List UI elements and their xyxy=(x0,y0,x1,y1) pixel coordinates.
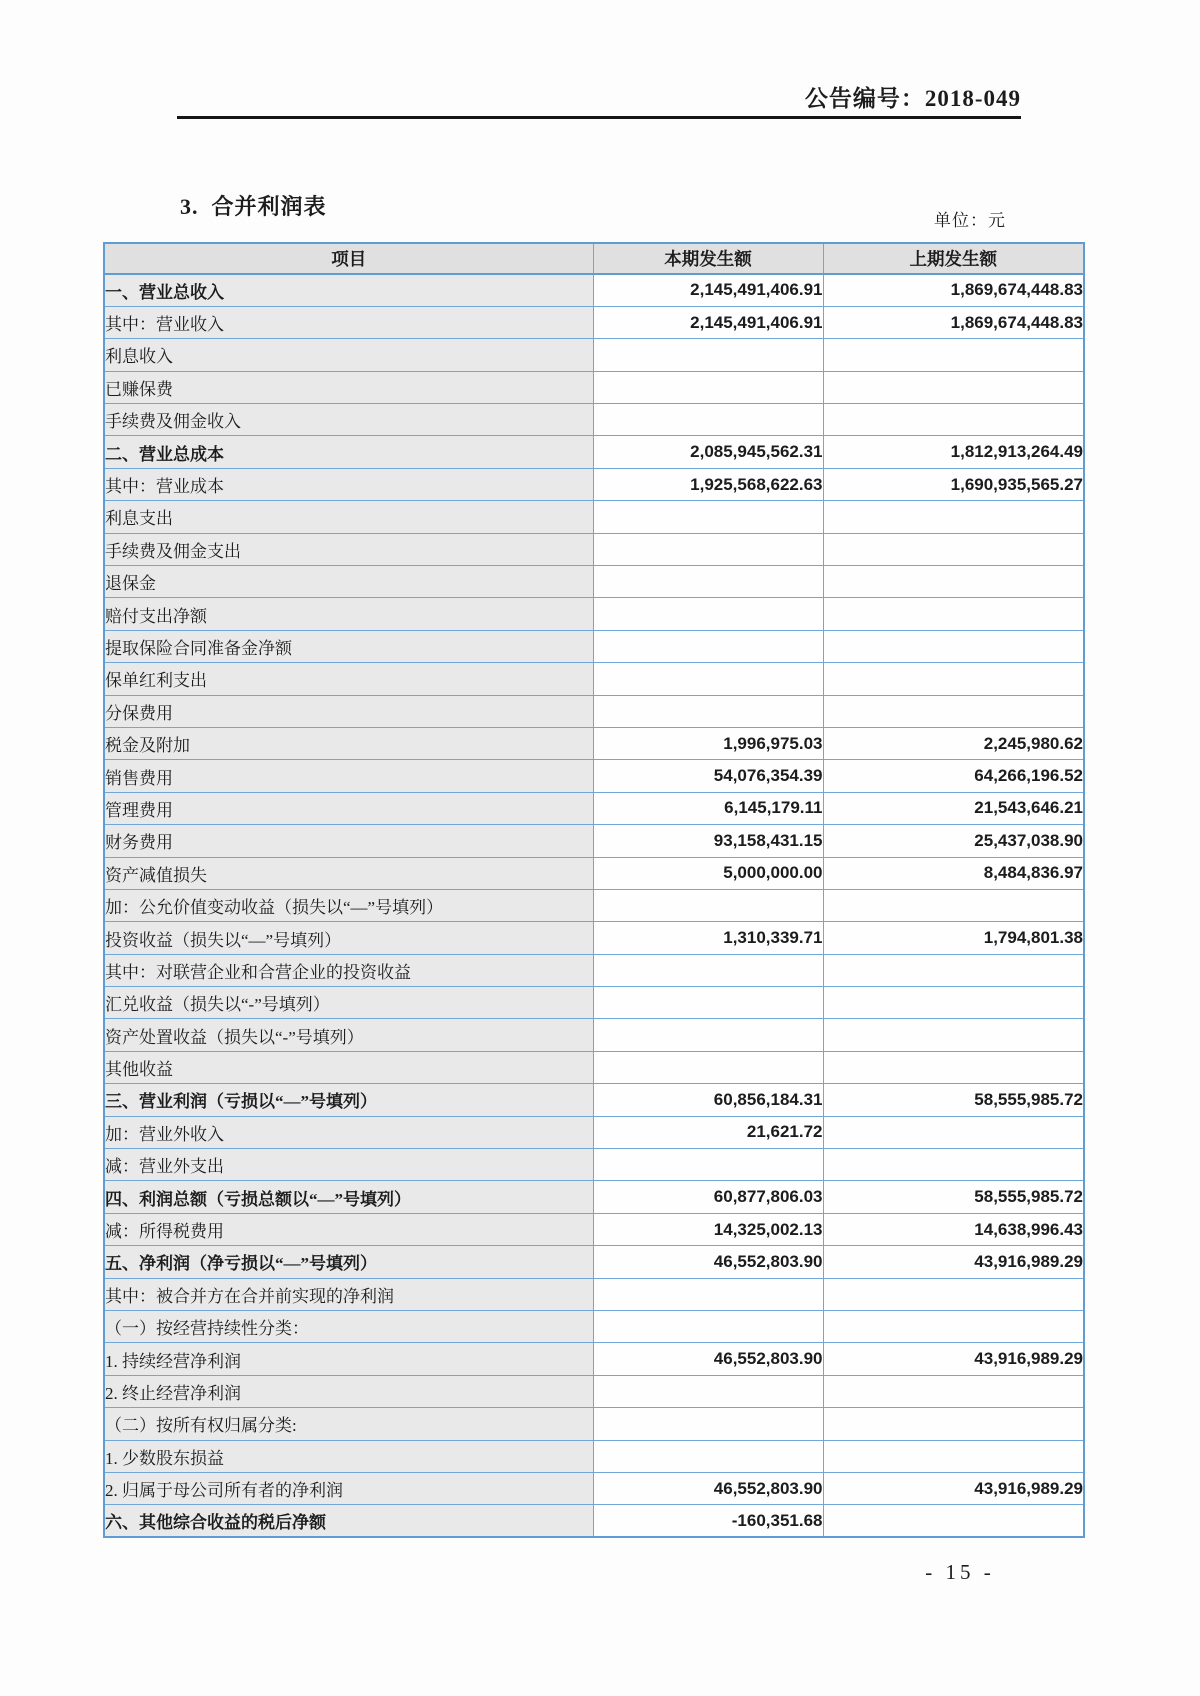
current-period-value-cell: 60,856,184.31 xyxy=(593,1084,823,1116)
prior-period-value-cell xyxy=(823,566,1084,598)
item-label-cell: 三、营业利润（亏损以“—”号填列） xyxy=(104,1084,593,1116)
prior-period-value-cell xyxy=(823,1311,1084,1343)
prior-period-value-cell xyxy=(823,371,1084,403)
item-label-cell: 1. 持续经营净利润 xyxy=(104,1343,593,1375)
current-period-value-cell xyxy=(593,404,823,436)
current-period-value-cell xyxy=(593,1311,823,1343)
table-row xyxy=(104,630,1084,662)
table-row xyxy=(104,306,1084,338)
column-header-prior-period: 上期发生额 xyxy=(823,243,1084,274)
current-period-value-cell xyxy=(593,1408,823,1440)
prior-period-value-cell xyxy=(823,1149,1084,1181)
prior-period-value-cell: 1,690,935,565.27 xyxy=(823,468,1084,500)
prior-period-value-cell xyxy=(823,533,1084,565)
current-period-value-cell: 5,000,000.00 xyxy=(593,857,823,889)
table-row xyxy=(104,889,1084,921)
prior-period-value-cell: 1,812,913,264.49 xyxy=(823,436,1084,468)
item-label-cell: 赔付支出净额 xyxy=(104,598,593,630)
prior-period-value-cell: 43,916,989.29 xyxy=(823,1246,1084,1278)
prior-period-value-cell xyxy=(823,630,1084,662)
table-body xyxy=(104,274,1084,1537)
current-period-value-cell xyxy=(593,695,823,727)
current-period-value-cell: 1,310,339.71 xyxy=(593,922,823,954)
current-period-value-cell: 54,076,354.39 xyxy=(593,760,823,792)
prior-period-value-cell xyxy=(823,1408,1084,1440)
item-label-cell: 提取保险合同准备金净额 xyxy=(104,630,593,662)
item-label-cell: 五、净利润（净亏损以“—”号填列） xyxy=(104,1246,593,1278)
table-row xyxy=(104,501,1084,533)
table-row xyxy=(104,1375,1084,1407)
current-period-value-cell xyxy=(593,1375,823,1407)
item-label-cell: 已赚保费 xyxy=(104,371,593,403)
item-label-cell: 手续费及佣金收入 xyxy=(104,404,593,436)
item-label-cell: 分保费用 xyxy=(104,695,593,727)
prior-period-value-cell xyxy=(823,404,1084,436)
item-label-cell: 手续费及佣金支出 xyxy=(104,533,593,565)
current-period-value-cell: 14,325,002.13 xyxy=(593,1213,823,1245)
table-row xyxy=(104,695,1084,727)
table-row xyxy=(104,792,1084,824)
prior-period-value-cell xyxy=(823,1278,1084,1310)
prior-period-value-cell xyxy=(823,598,1084,630)
table-header-row xyxy=(104,243,1084,274)
table-row xyxy=(104,1181,1084,1213)
prior-period-value-cell xyxy=(823,954,1084,986)
item-label-cell: 加：营业外收入 xyxy=(104,1116,593,1148)
current-period-value-cell: 2,085,945,562.31 xyxy=(593,436,823,468)
table-row xyxy=(104,1311,1084,1343)
item-label-cell: 减：所得税费用 xyxy=(104,1213,593,1245)
table-row xyxy=(104,1408,1084,1440)
item-label-cell: 退保金 xyxy=(104,566,593,598)
item-label-cell: 一、营业总收入 xyxy=(104,274,593,306)
table-row xyxy=(104,922,1084,954)
prior-period-value-cell xyxy=(823,695,1084,727)
prior-period-value-cell xyxy=(823,1440,1084,1472)
current-period-value-cell xyxy=(593,987,823,1019)
table-row xyxy=(104,1084,1084,1116)
table-row xyxy=(104,1246,1084,1278)
prior-period-value-cell xyxy=(823,1505,1084,1537)
prior-period-value-cell: 2,245,980.62 xyxy=(823,727,1084,759)
prior-period-value-cell: 58,555,985.72 xyxy=(823,1084,1084,1116)
prior-period-value-cell xyxy=(823,1375,1084,1407)
table-row xyxy=(104,339,1084,371)
current-period-value-cell: 93,158,431.15 xyxy=(593,825,823,857)
prior-period-value-cell: 58,555,985.72 xyxy=(823,1181,1084,1213)
page-number: - 15 - xyxy=(925,1560,995,1584)
current-period-value-cell xyxy=(593,339,823,371)
table-row xyxy=(104,1019,1084,1051)
table-row xyxy=(104,1278,1084,1310)
item-label-cell: 财务费用 xyxy=(104,825,593,857)
current-period-value-cell: 1,996,975.03 xyxy=(593,727,823,759)
item-label-cell: 2. 归属于母公司所有者的净利润 xyxy=(104,1472,593,1504)
current-period-value-cell: 60,877,806.03 xyxy=(593,1181,823,1213)
prior-period-value-cell: 1,869,674,448.83 xyxy=(823,274,1084,306)
current-period-value-cell: 2,145,491,406.91 xyxy=(593,274,823,306)
prior-period-value-cell xyxy=(823,339,1084,371)
prior-period-value-cell xyxy=(823,889,1084,921)
prior-period-value-cell xyxy=(823,1116,1084,1148)
item-label-cell: 四、利润总额（亏损总额以“—”号填列） xyxy=(104,1181,593,1213)
item-label-cell: 其中：营业收入 xyxy=(104,306,593,338)
item-label-cell: 其中：营业成本 xyxy=(104,468,593,500)
prior-period-value-cell xyxy=(823,1019,1084,1051)
prior-period-value-cell: 64,266,196.52 xyxy=(823,760,1084,792)
prior-period-value-cell: 21,543,646.21 xyxy=(823,792,1084,824)
table-row xyxy=(104,1149,1084,1181)
item-label-cell: 资产处置收益（损失以“-”号填列） xyxy=(104,1019,593,1051)
prior-period-value-cell: 1,794,801.38 xyxy=(823,922,1084,954)
item-label-cell: 加：公允价值变动收益（损失以“—”号填列） xyxy=(104,889,593,921)
item-label-cell: 利息支出 xyxy=(104,501,593,533)
table-row xyxy=(104,760,1084,792)
item-label-cell: 资产减值损失 xyxy=(104,857,593,889)
column-header-current-period: 本期发生额 xyxy=(593,243,823,274)
table-row xyxy=(104,274,1084,306)
item-label-cell: 二、营业总成本 xyxy=(104,436,593,468)
table-row xyxy=(104,727,1084,759)
current-period-value-cell xyxy=(593,598,823,630)
current-period-value-cell: 6,145,179.11 xyxy=(593,792,823,824)
current-period-value-cell xyxy=(593,663,823,695)
table-row xyxy=(104,1213,1084,1245)
current-period-value-cell xyxy=(593,533,823,565)
table-row xyxy=(104,1440,1084,1472)
current-period-value-cell xyxy=(593,954,823,986)
current-period-value-cell xyxy=(593,1051,823,1083)
item-label-cell: 投资收益（损失以“—”号填列） xyxy=(104,922,593,954)
prior-period-value-cell: 43,916,989.29 xyxy=(823,1472,1084,1504)
current-period-value-cell xyxy=(593,501,823,533)
item-label-cell: 六、其他综合收益的税后净额 xyxy=(104,1505,593,1537)
section-title: 3. 合并利润表 xyxy=(180,194,327,219)
column-header-item: 项目 xyxy=(104,243,593,274)
table-row xyxy=(104,825,1084,857)
current-period-value-cell xyxy=(593,889,823,921)
item-label-cell: 其中：对联营企业和合营企业的投资收益 xyxy=(104,954,593,986)
table-row xyxy=(104,1051,1084,1083)
unit-label: 单位：元 xyxy=(934,211,1006,230)
prior-period-value-cell: 1,869,674,448.83 xyxy=(823,306,1084,338)
item-label-cell: （一）按经营持续性分类： xyxy=(104,1311,593,1343)
current-period-value-cell xyxy=(593,1440,823,1472)
current-period-value-cell xyxy=(593,1149,823,1181)
prior-period-value-cell: 43,916,989.29 xyxy=(823,1343,1084,1375)
current-period-value-cell xyxy=(593,371,823,403)
current-period-value-cell xyxy=(593,1019,823,1051)
item-label-cell: 1. 少数股东损益 xyxy=(104,1440,593,1472)
item-label-cell: 减：营业外支出 xyxy=(104,1149,593,1181)
current-period-value-cell: 2,145,491,406.91 xyxy=(593,306,823,338)
item-label-cell: 销售费用 xyxy=(104,760,593,792)
current-period-value-cell xyxy=(593,630,823,662)
item-label-cell: （二）按所有权归属分类: xyxy=(104,1408,593,1440)
prior-period-value-cell xyxy=(823,501,1084,533)
item-label-cell: 管理费用 xyxy=(104,792,593,824)
table-row xyxy=(104,598,1084,630)
prior-period-value-cell: 14,638,996.43 xyxy=(823,1213,1084,1245)
table-row xyxy=(104,566,1084,598)
current-period-value-cell: 46,552,803.90 xyxy=(593,1343,823,1375)
table-row xyxy=(104,1505,1084,1537)
table-row xyxy=(104,371,1084,403)
prior-period-value-cell xyxy=(823,663,1084,695)
item-label-cell: 其他收益 xyxy=(104,1051,593,1083)
prior-period-value-cell: 25,437,038.90 xyxy=(823,825,1084,857)
item-label-cell: 2. 终止经营净利润 xyxy=(104,1375,593,1407)
item-label-cell: 汇兑收益（损失以“-”号填列） xyxy=(104,987,593,1019)
table-row xyxy=(104,1472,1084,1504)
table-row xyxy=(104,533,1084,565)
table-row xyxy=(104,857,1084,889)
current-period-value-cell: 46,552,803.90 xyxy=(593,1472,823,1504)
table-row xyxy=(104,987,1084,1019)
income-statement-table xyxy=(103,242,1085,1538)
item-label-cell: 其中：被合并方在合并前实现的净利润 xyxy=(104,1278,593,1310)
header-divider-line xyxy=(177,116,1021,119)
prior-period-value-cell: 8,484,836.97 xyxy=(823,857,1084,889)
table-row xyxy=(104,1116,1084,1148)
prior-period-value-cell xyxy=(823,987,1084,1019)
announcement-number: 公告编号：2018-049 xyxy=(804,86,1021,111)
prior-period-value-cell xyxy=(823,1051,1084,1083)
current-period-value-cell: 1,925,568,622.63 xyxy=(593,468,823,500)
table-row xyxy=(104,436,1084,468)
item-label-cell: 保单红利支出 xyxy=(104,663,593,695)
table-row xyxy=(104,954,1084,986)
table-row xyxy=(104,468,1084,500)
item-label-cell: 税金及附加 xyxy=(104,727,593,759)
current-period-value-cell xyxy=(593,566,823,598)
current-period-value-cell: 46,552,803.90 xyxy=(593,1246,823,1278)
current-period-value-cell: 21,621.72 xyxy=(593,1116,823,1148)
item-label-cell: 利息收入 xyxy=(104,339,593,371)
table-row xyxy=(104,1343,1084,1375)
current-period-value-cell: -160,351.68 xyxy=(593,1505,823,1537)
table-row xyxy=(104,404,1084,436)
table-row xyxy=(104,663,1084,695)
current-period-value-cell xyxy=(593,1278,823,1310)
